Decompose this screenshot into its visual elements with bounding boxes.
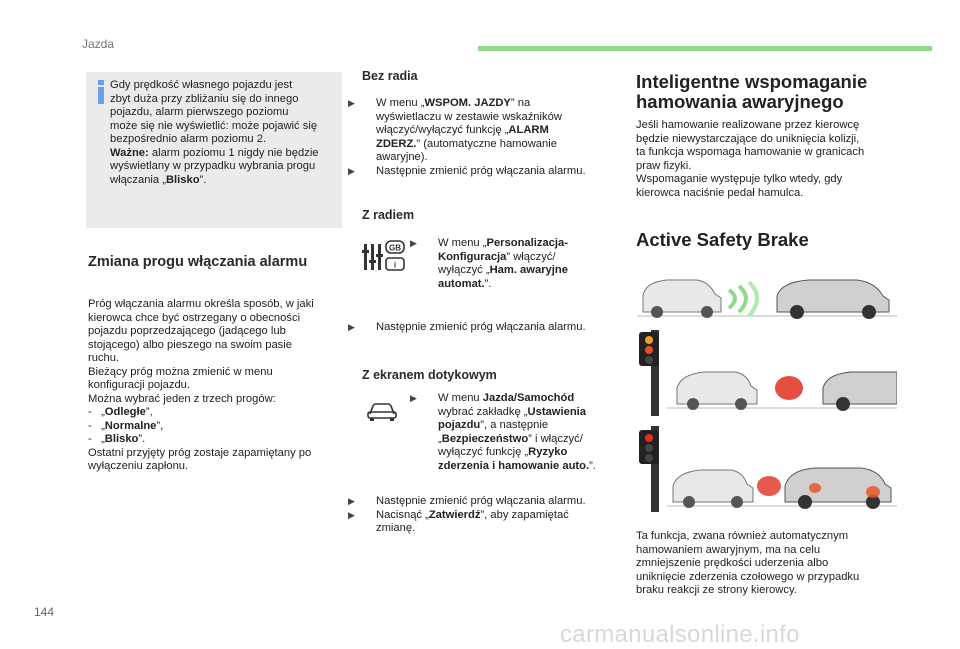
info-icon [94,80,108,104]
right-title-1: Inteligentne wspomaganie hamowania awaryjnego [636,71,868,112]
collision-warning-icon [775,376,803,400]
illustration-braking-alert [637,330,897,416]
z-ekranem-heading: Z ekranem dotykowym [362,368,497,382]
right-title-2: Active Safety Brake [636,229,809,250]
traffic-light-icon [639,426,659,512]
bullet-triangle-icon: ▶ [348,98,355,108]
info-note-text: Gdy prędkość własnego pojazdu jest zbyt duża przy zbliżaniu się do innego pojazdu, alarm pierwszego poziomu może się nie wyświetlić: może pojawić się bezpośrednio alarm poziomu 2. Ważne: alarm poziomu 1 nigdy nie będzie wyświetlany w przypadku wybrania progu włączania „Blisko”. [110,79,319,186]
front-car-icon [677,372,757,410]
bullet-triangle-icon: ▶ [410,238,417,248]
radio-settings-icon [362,238,408,274]
illustration-emergency-braking [637,426,897,512]
bullet-triangle-icon: ▶ [410,393,417,403]
bez-radia-steps: ▶ W menu „WSPOM. JAZDY” na wyświetlaczu w zestawie wskaźników włączyć/wyłączyć funkcję „ALARM ZDERZ.” (automatyczne hamowanie awaryjne). ▶ Następnie zmienić próg włączania alarmu. [348,97,586,177]
bullet-triangle-icon: ▶ [348,165,355,176]
bullet-triangle-icon: ▶ [348,496,355,506]
z-radiem-heading: Z radiem [362,208,415,222]
section-accent-bar [478,46,932,51]
own-car-icon [823,372,897,411]
gb-label: GB [389,243,401,253]
car-menu-icon [366,400,398,422]
info-label: i [393,260,397,270]
front-car-icon [643,280,721,318]
left-heading: Zmiana progu włączania alarmu [88,254,308,270]
z-radiem-step2: ▶ Następnie zmienić próg włączania alarmu. [348,321,586,333]
z-ekranem-steps: ▶ W menu Jazda/Samochód wybrać zakładkę „Ustawienia pojazdu”, a następnie „Bezpieczeństwo” i włączyć/ wyłączyć funkcję „Ryzyko zderzenia i hamowanie auto.”. [410,392,596,472]
bullet-triangle-icon: ▶ [348,322,355,332]
collision-warning-icon [757,476,781,496]
left-paragraph: Próg włączania alarmu określa sposób, w jaki kierowca chce być ostrzegany o obecności pojazdu poprzedzającego (jadącego lub stojącego) albo pieszego na swoim pasie ruchu. Bieżący próg można zmienić w menu konfiguracji pojazdu. Można wybrać jeden z trzech progów: - „Odległe”, - „Normalne”, - „Blisko”. Ostatni przyjęty próg zostaje zapamiętany po wyłączeniu zapłonu. [88,298,314,472]
watermark: carmanualsonline.info [560,621,800,648]
section-title: Jazda [82,37,115,51]
z-radiem-steps: ▶ W menu „Personalizacja- Konfiguracja” włączyć/ wyłączyć „Ham. awaryjne automat.”. [410,237,568,290]
illustration-car-following [637,268,897,328]
right-paragraph-1: Jeśli hamowanie realizowane przez kierowcę będzie niewystarczające do uniknięcia kolizji, ta funkcja wspomaga hamowanie w granicach praw fizyki. Wspomaganie występuje tylko wtedy, gdy kierowca naciśnie pedał hamulca. [636,119,865,199]
page-number: 144 [34,605,55,619]
front-car-icon [673,470,753,508]
bullet-triangle-icon: ▶ [348,509,355,520]
right-paragraph-2: Ta funkcja, zwana również automatycznym hamowaniem awaryjnym, ma na celu zmniejszenie prędkości uderzenia albo uniknięcie zderzenia czołowego w przypadku braku reakcji ze strony kierowcy. [636,530,860,596]
z-ekranem-steps-2: ▶ Następnie zmienić próg włączania alarmu. ▶ Nacisnąć „Zatwierdź”, aby zapamiętać zmianę. [348,495,586,534]
traffic-light-icon [639,330,659,416]
bez-radia-heading: Bez radia [362,69,418,83]
